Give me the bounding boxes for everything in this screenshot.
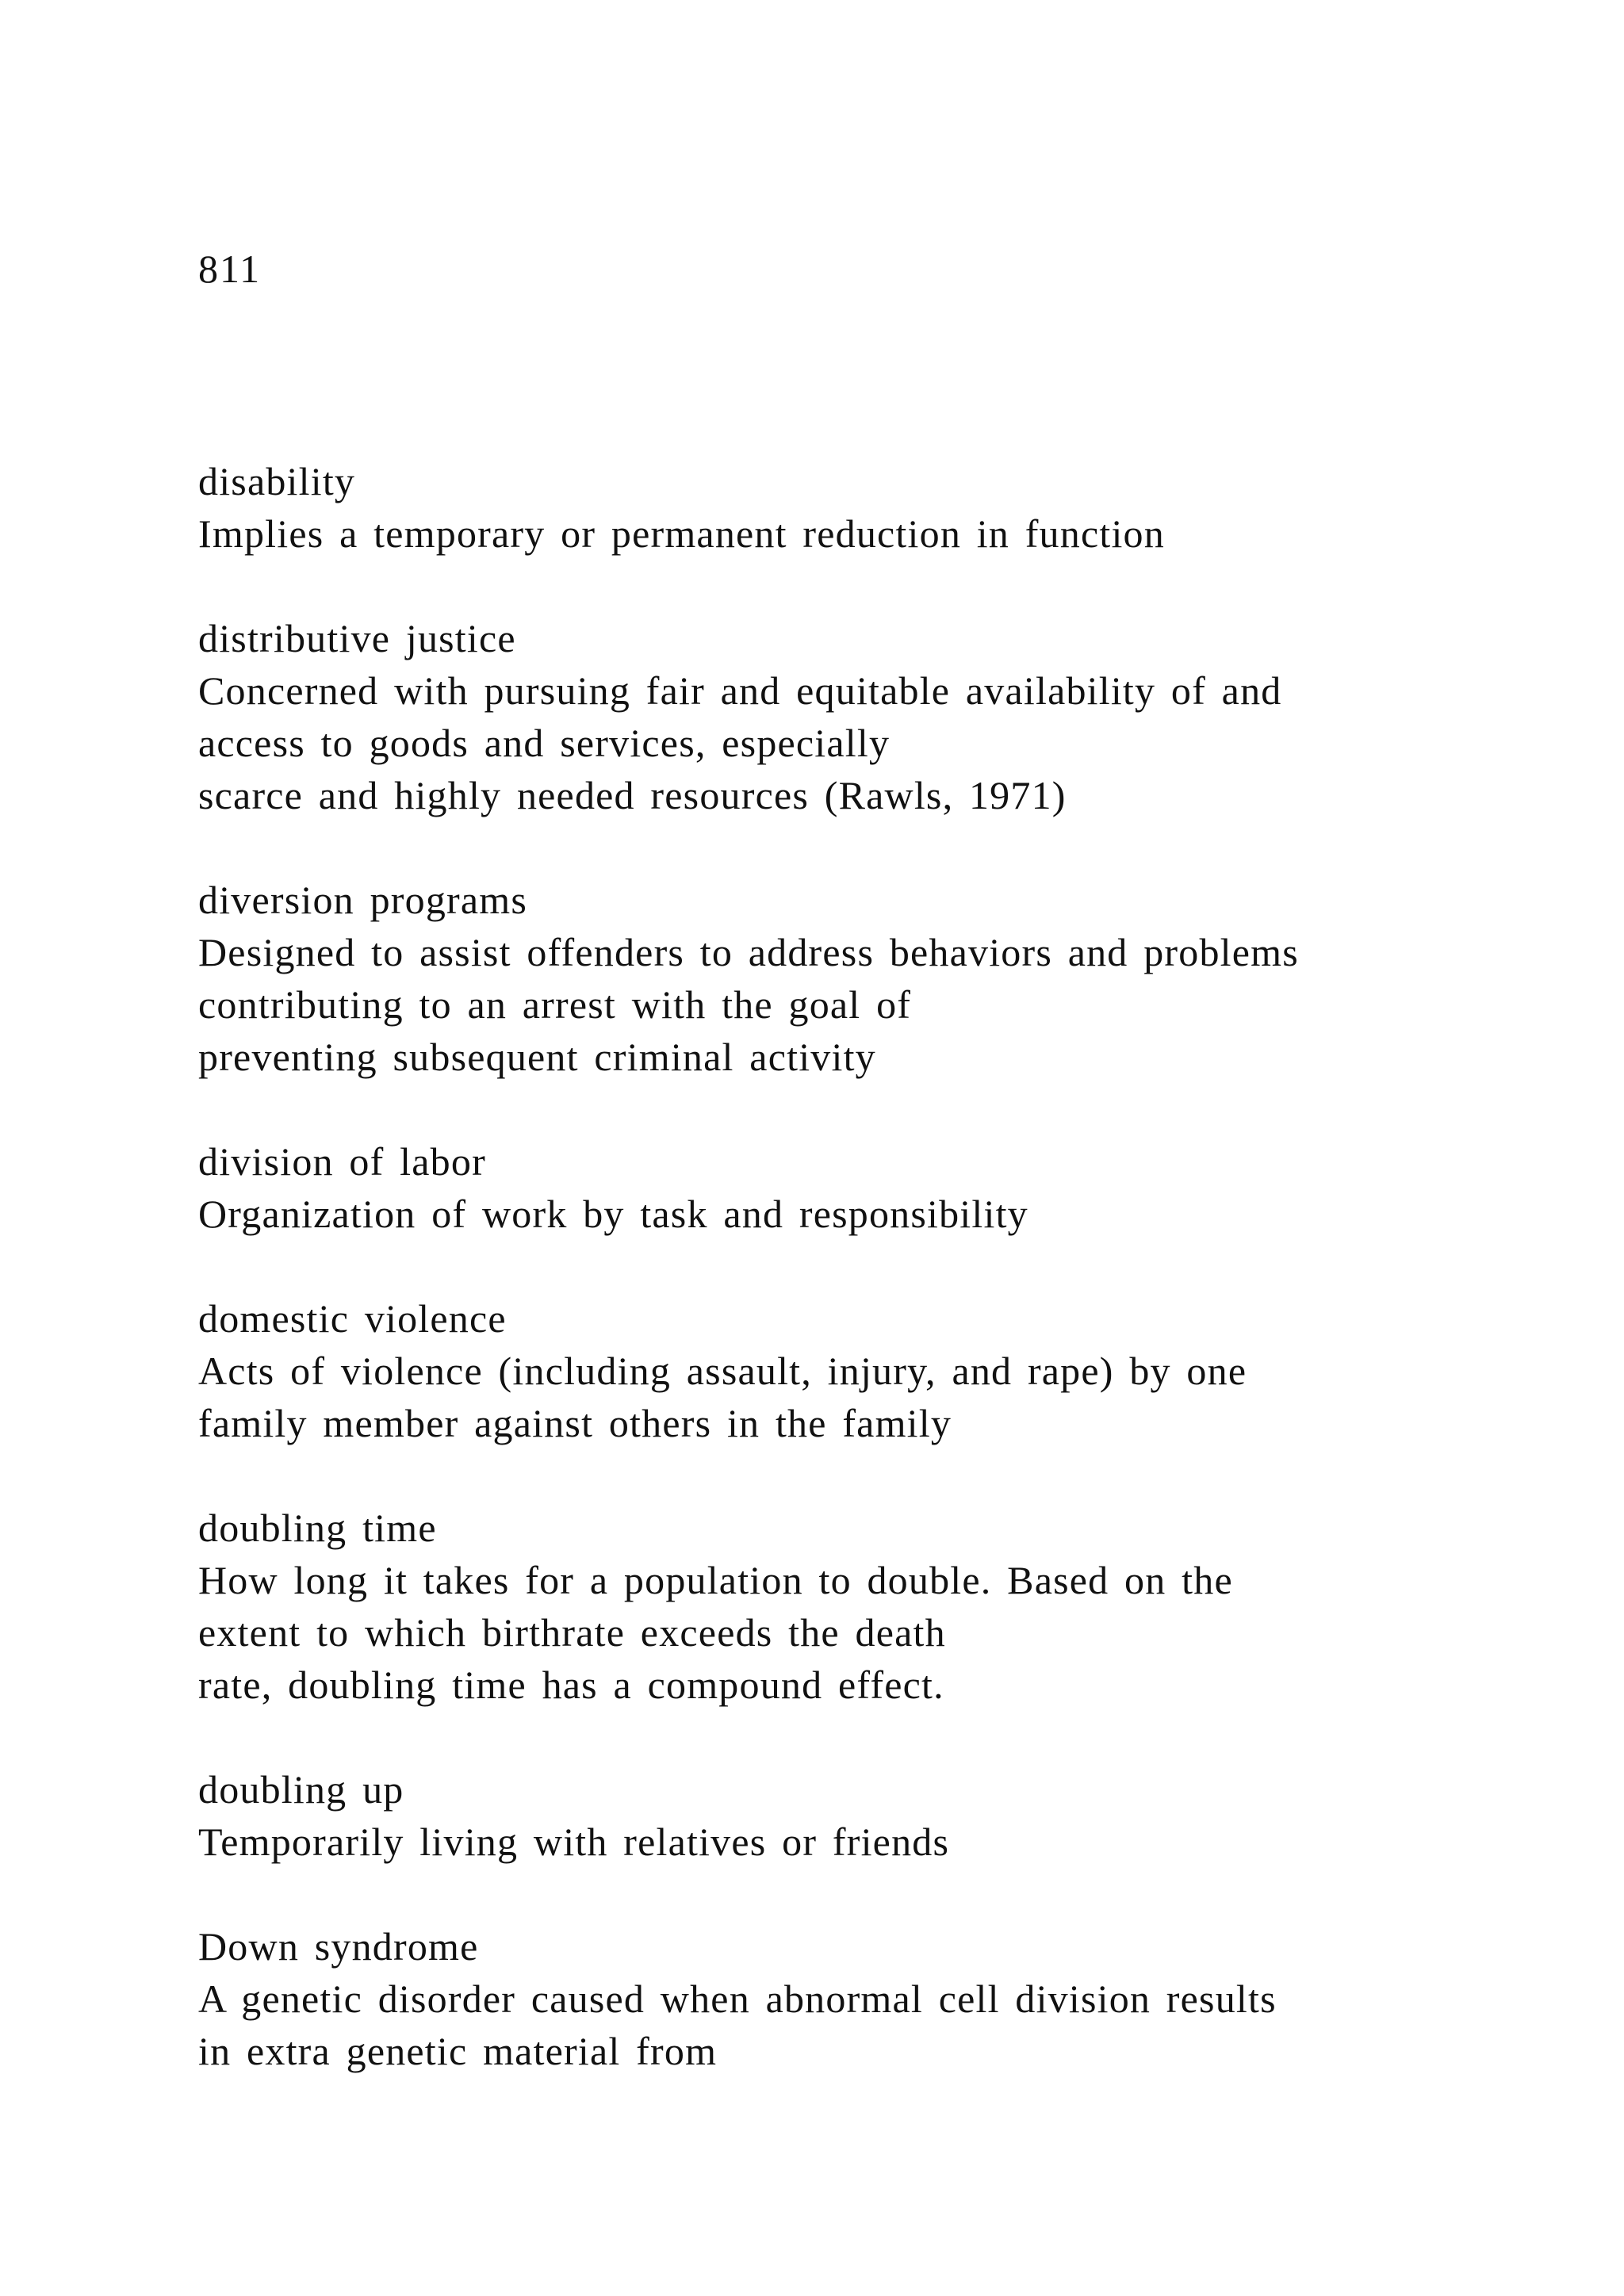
glossary-definition-line: Concerned with pursuing fair and equitable availability of and <box>198 668 1282 713</box>
glossary-entry-doubling-up <box>198 1763 1467 1868</box>
glossary-entry-domestic-violence <box>198 1292 1467 1449</box>
glossary-term: domestic violence <box>198 1296 507 1341</box>
glossary-definition-line: in extra genetic material from <box>198 2029 718 2073</box>
glossary-entry-division-of-labor <box>198 1135 1467 1240</box>
glossary-entry-down-syndrome <box>198 1920 1467 2077</box>
glossary-term: doubling time <box>198 1506 437 1550</box>
glossary-term: Down syndrome <box>198 1924 479 1969</box>
glossary-definition-line: contributing to an arrest with the goal of <box>198 982 912 1027</box>
glossary-definition-line: preventing subsequent criminal activity <box>198 1035 876 1079</box>
glossary-definition-line: rate, doubling time has a compound effect. <box>198 1663 944 1707</box>
glossary-entry-distributive-justice <box>198 612 1467 821</box>
glossary-term: division of labor <box>198 1139 486 1184</box>
glossary-definition-line: family member against others in the family <box>198 1401 952 1445</box>
glossary-term: disability <box>198 459 356 503</box>
glossary-definition-line: Designed to assist offenders to address behaviors and problems <box>198 930 1299 974</box>
glossary-term: doubling up <box>198 1767 404 1812</box>
glossary-entry-disability <box>198 455 1467 560</box>
glossary-term: diversion programs <box>198 878 528 922</box>
glossary-entry-doubling-time <box>198 1502 1467 1711</box>
glossary-definition-line: access to goods and services, especially <box>198 721 891 765</box>
glossary-definition-line: Organization of work by task and responsibility <box>198 1192 1028 1236</box>
glossary-definition-line: Implies a temporary or permanent reduction in function <box>198 511 1165 556</box>
page-number: 811 <box>198 247 262 291</box>
glossary-term: distributive justice <box>198 616 516 660</box>
glossary-definition-line: extent to which birthrate exceeds the death <box>198 1610 946 1655</box>
glossary-definition-line: How long it takes for a population to double. Based on the <box>198 1558 1233 1602</box>
glossary-definition-line: Temporarily living with relatives or friends <box>198 1820 950 1864</box>
glossary-list <box>198 455 1467 2130</box>
glossary-definition-line: A genetic disorder caused when abnormal cell division results <box>198 1976 1277 2021</box>
glossary-definition-line: Acts of violence (including assault, injury, and rape) by one <box>198 1349 1247 1393</box>
glossary-definition-line: scarce and highly needed resources (Rawls, 1971) <box>198 773 1067 817</box>
glossary-entry-diversion-programs <box>198 874 1467 1083</box>
